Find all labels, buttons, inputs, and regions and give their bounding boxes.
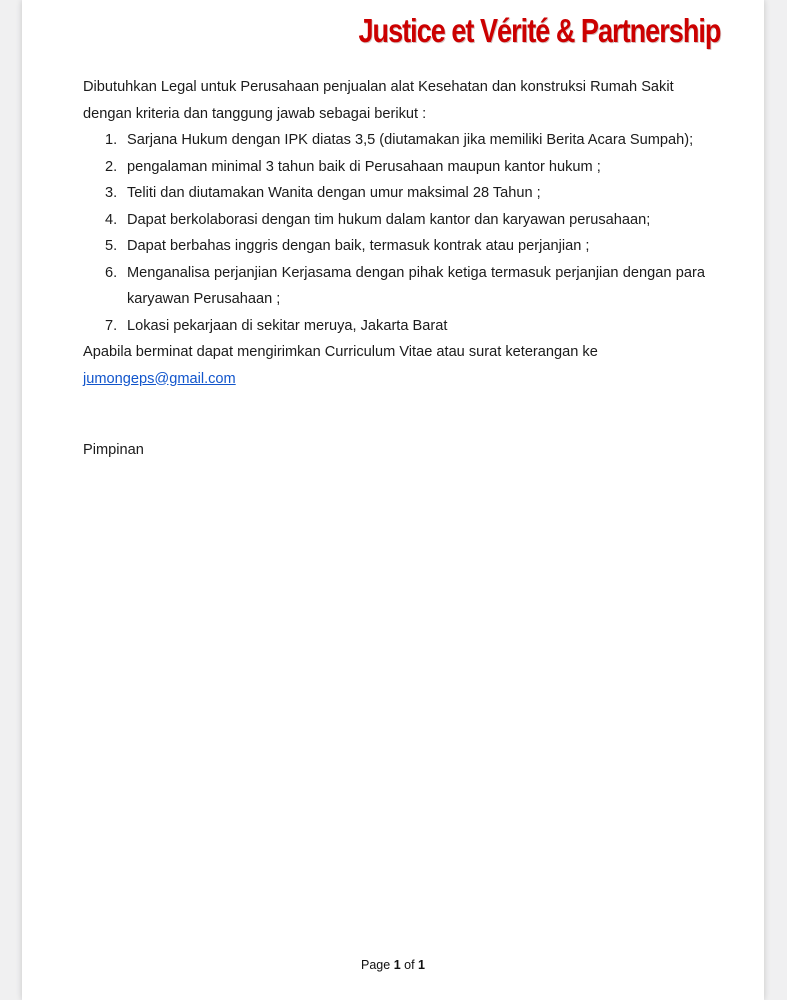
requirement-number: 5. [105, 238, 118, 254]
document-page [22, 0, 764, 1000]
document-body [83, 74, 705, 392]
requirement-item [83, 233, 705, 260]
requirement-number: 6. [105, 264, 118, 281]
requirement-item [83, 207, 705, 234]
requirement-text: Teliti dan diutamakan Wanita dengan umur maksimal 28 Tahun ; [127, 185, 541, 201]
firm-logo-text: Justice et Vérité & Partnership [357, 12, 720, 49]
requirement-text: Sarjana Hukum dengan IPK diatas 3,5 (diutamakan jika memiliki Berita Acara Sumpah); [127, 132, 694, 148]
intro-line-2: dengan kriteria dan tanggung jawab sebagai berikut : [83, 105, 427, 122]
requirement-item [83, 127, 705, 154]
requirement-text: pengalaman minimal 3 tahun baik di Perusahaan maupun kantor hukum ; [127, 158, 601, 175]
requirement-number: 7. [105, 317, 118, 334]
requirements-list [83, 127, 705, 339]
requirement-item [83, 313, 705, 340]
requirement-text: Dapat berbahas inggris dengan baik, termasuk kontrak atau perjanjian ; [127, 238, 590, 254]
closing-paragraph [83, 339, 705, 392]
requirement-number: 3. [105, 185, 118, 201]
page-total: 1 [418, 958, 425, 972]
requirement-item [83, 180, 705, 207]
requirement-item [83, 260, 705, 313]
intro-line-1: Dibutuhkan Legal untuk Perusahaan penjualan alat Kesehatan dan konstruksi Rumah Sakit [83, 79, 674, 95]
page-current: 1 [393, 958, 401, 972]
requirement-number: 1. [105, 132, 118, 148]
requirement-number: 4. [105, 211, 118, 228]
closing-text: Apabila berminat dapat mengirimkan Curriculum Vitae atau surat keterangan ke [83, 344, 598, 360]
signature-title: Pimpinan [83, 442, 144, 458]
requirement-text: Menganalisa perjanjian Kerjasama dengan pihak ketiga termasuk perjanjian dengan para karyawan Perusahaan ; [127, 264, 705, 307]
intro-paragraph [83, 74, 705, 127]
requirement-text: Lokasi pekarjaan di sekitar meruya, Jakarta Barat [127, 317, 448, 334]
page-footer [22, 958, 764, 972]
page-word: Page [361, 958, 391, 972]
requirement-text: Dapat berkolaborasi dengan tim hukum dalam kantor dan karyawan perusahaan; [127, 211, 651, 228]
email-link[interactable]: jumongeps@gmail.com [83, 370, 236, 387]
requirement-item [83, 154, 705, 181]
requirement-number: 2. [105, 158, 118, 175]
of-word: of [404, 958, 415, 972]
